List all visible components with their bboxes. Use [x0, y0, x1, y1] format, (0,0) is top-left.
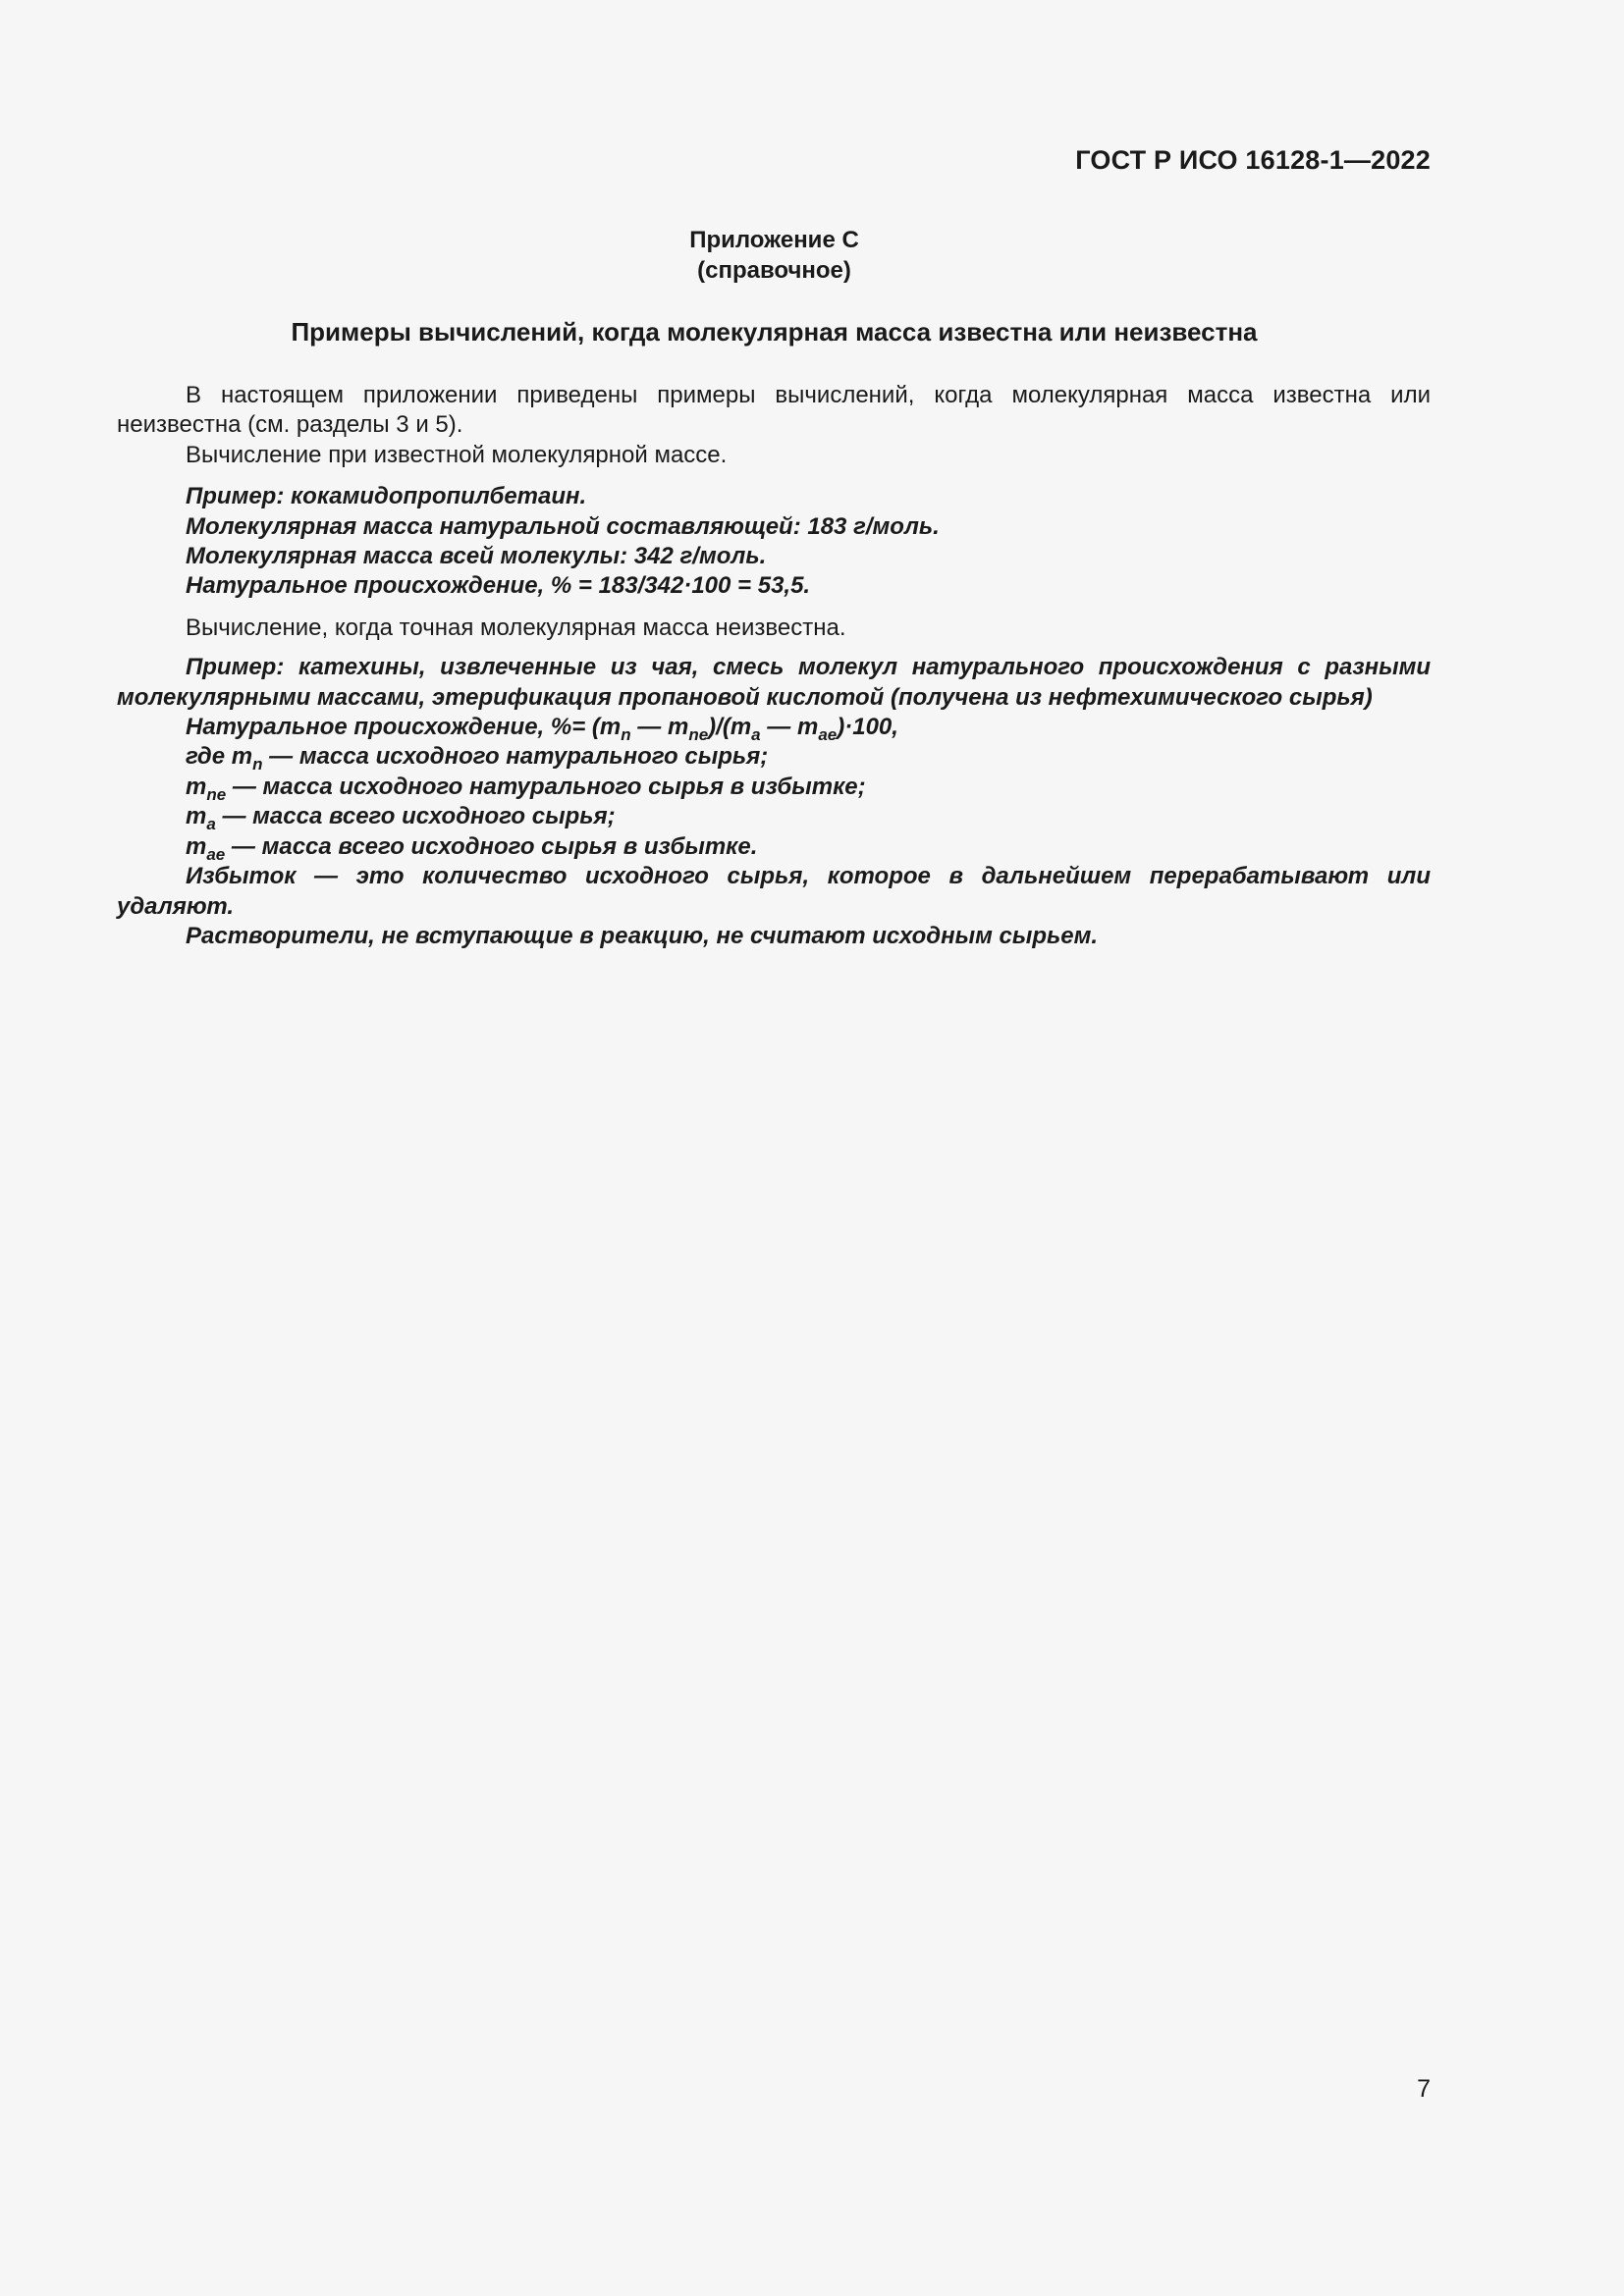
- appendix-title: [0, 225, 1548, 286]
- example-1-line-3: Молекулярная масса всей молекулы: 342 г/моль.: [186, 543, 767, 570]
- standard-id-header: ГОСТ Р ИСО 16128-1—2022: [1075, 145, 1431, 175]
- appendix-type: (справочное): [697, 257, 851, 284]
- example-1-line-2: Молекулярная масса натуральной составляющей: 183 г/моль.: [186, 512, 940, 540]
- example-1-line-4: Натуральное происхождение, % = 183/342·100 = 53,5.: [186, 572, 811, 600]
- page-number: 7: [1417, 2075, 1431, 2103]
- section-title: Примеры вычислений, когда молекулярная масса известна или неизвестна: [291, 317, 1258, 347]
- intro-paragraph: В настоящем приложении приведены примеры вычислений, когда молекулярная масса известна или неизвестна (см. разделы 3 и 5).: [117, 382, 1431, 439]
- formula-line: Натуральное происхождение, %= ($m_n$ — $m_{ne})/(m_a$ — $m_{ae})\cdot 100$,: [186, 714, 898, 745]
- definition-mn: где $m_n$ — масса исходного натурального сырья;: [186, 743, 769, 774]
- document-body: [117, 381, 1431, 951]
- definition-mae: $m_{ae}$ — масса всего исходного сырья в избытке.: [186, 832, 758, 864]
- unknown-mass-heading: Вычисление, когда точная молекулярная масса неизвестна.: [186, 614, 846, 641]
- definition-ma: $m_a$ — масса всего исходного сырья;: [186, 803, 616, 834]
- example-1-line-1: Пример: кокамидопропилбетаин.: [186, 483, 587, 510]
- excess-definition: Избыток — это количество исходного сырья, которое в дальнейшем перерабатывают или удаляют.: [117, 863, 1431, 920]
- appendix-label: Приложение С: [689, 227, 859, 253]
- known-mass-heading: Вычисление при известной молекулярной массе.: [186, 441, 728, 468]
- example-2-intro: Пример: катехины, извлеченные из чая, смесь молекул натурального происхождения с разными молекулярными массами, этерификация пропановой кислотой (получена из нефтехимического сырья): [117, 654, 1431, 711]
- definition-mne: $m_{ne}$ — масса исходного натурального сырья в избытке;: [186, 773, 866, 804]
- solvents-note: Растворители, не вступающие в реакцию, не считают исходным сырьем.: [186, 922, 1099, 949]
